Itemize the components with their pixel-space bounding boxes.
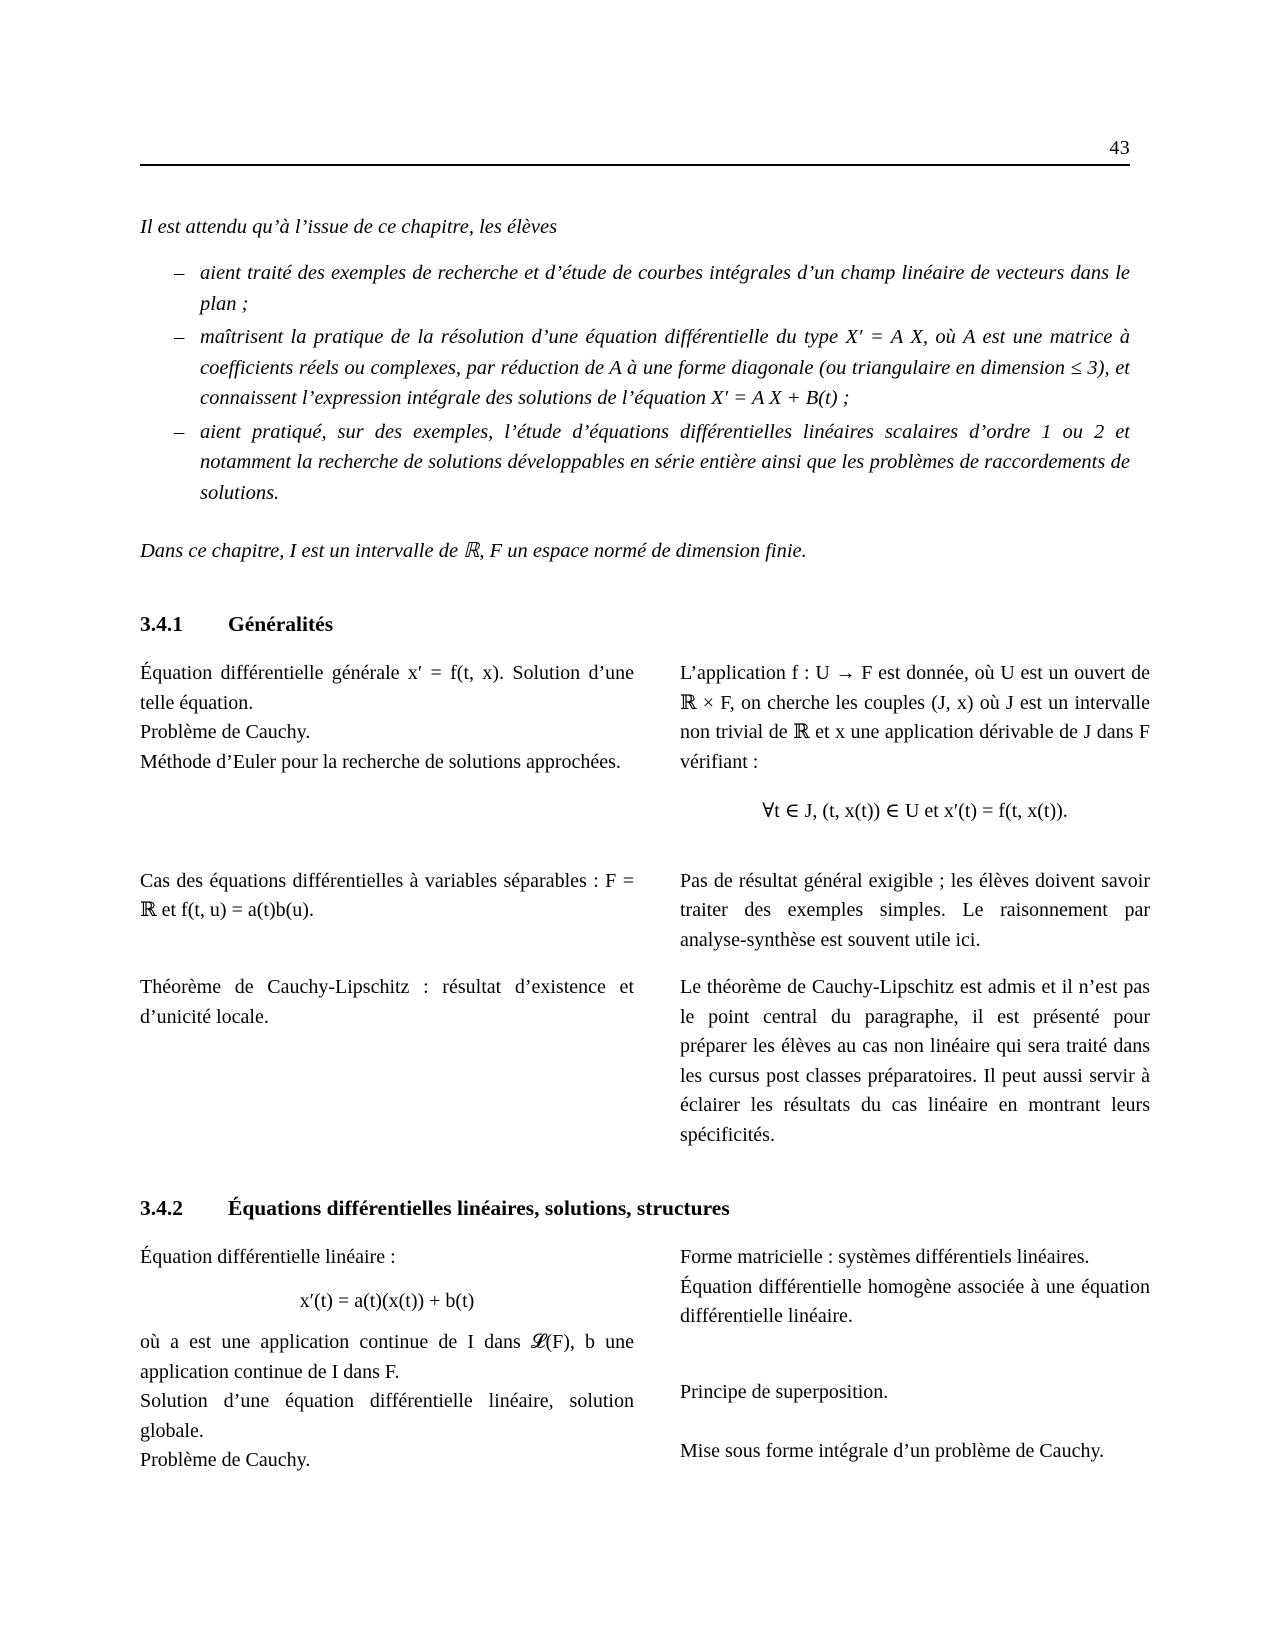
table-cell-comments [660,659,1150,833]
list-item: – aient traité des exemples de recherche et d’étude de courbes intégrales d’un champ linéaire de vecteurs dans le plan ; [174,258,1130,319]
section-heading-3-4-1 [140,612,1130,637]
section-title: Équations différentielles linéaires, solutions, structures [228,1196,730,1220]
cell-paragraph: Équation différentielle homogène associée à une équation différentielle linéaire. [680,1275,1150,1327]
table-row [140,867,1150,956]
row-spacer [140,833,1150,867]
section-number: 3.4.2 [140,1196,183,1220]
intro-lead: Il est attendu qu’à l’issue de ce chapitre, les élèves [140,216,558,238]
table-cell-comments [660,867,1150,956]
objectives-list [140,258,1130,508]
cell-paragraph: Méthode d’Euler pour la recherche de solutions approchées. [140,750,621,773]
spacer-cell-left [140,955,660,973]
list-item: – aient pratiqué, sur des exemples, l’étude d’équations différentielles linéaires scalaires d’ordre 1 ou 2 et notamment la recherche de solutions développables en série entière ainsi que les problèmes de raccordements de solutions. [174,417,1130,509]
spacer-cell-left [140,833,660,867]
cell-paragraph: Problème de Cauchy. [140,1449,311,1471]
display-equation: ∀t ∈ J, (t, x(t)) ∈ U et x′(t) = f(t, x(t)). [762,800,1068,822]
cell-paragraph: Forme matricielle : systèmes différentiels linéaires. [680,1246,1090,1268]
table-row [140,659,1150,833]
cell-paragraph: Cas des équations différentielles à variables séparables : F = ℝ et f(t, u) = a(t)b(u). [140,869,634,921]
table-cell-contents [140,1243,660,1476]
display-equation: x′(t) = a(t)(x(t)) + b(t) [299,1289,475,1312]
table-cell-comments [660,973,1150,1150]
row-spacer [140,955,1150,973]
spec-table-equations-lineaires [140,1243,1150,1476]
header-rule [140,164,1130,166]
table-row [140,1243,1150,1476]
comment-gap [680,1407,1150,1437]
cell-paragraph: Solution d’une équation différentielle linéaire, solution globale. [140,1390,634,1442]
cell-paragraph: Équation différentielle générale x′ = f(t, x). Solution d’une telle équation. [140,662,634,714]
cell-paragraph: Équation différentielle linéaire : [140,1246,396,1268]
page-header [140,136,1130,166]
table-cell-contents [140,867,660,956]
spacer-cell-right [660,833,1150,867]
section-title: Généralités [228,612,334,636]
table-cell-contents [140,973,660,1150]
spec-table-generalites [140,659,1150,1150]
cell-paragraph: Mise sous forme intégrale d’un problème de Cauchy. [680,1440,1105,1462]
cell-paragraph: L’application f : U → F est donnée, où U est un ouvert de ℝ × F, on cherche les couples (J, x) où J est un intervalle non trivial de ℝ et x une application dérivable de J dans F vérifiant : [680,662,1150,773]
list-item: – maîtrisent la pratique de la résolution d’une équation différentielle du type X′ = A X, où A est une matrice à coefficients réels ou complexes, par réduction de A à une forme diagonale (ou triangulaire en dimension ≤ 3), et connaissent l’expression intégrale des solutions de l’équation X′ = A X + B(t) ; [174,322,1130,414]
cell-paragraph: Pas de résultat général exigible ; les élèves doivent savoir traiter des exemples simples. Le raisonnement par analyse-synthèse est souvent utile ici. [680,869,1150,951]
section-number: 3.4.1 [140,612,183,636]
document-body [140,212,1150,1476]
table-row [140,973,1150,1150]
section-heading-3-4-2 [140,1196,1130,1221]
page-number: 43 [1109,137,1130,159]
cell-paragraph: Problème de Cauchy. [140,721,311,743]
intro-closing: Dans ce chapitre, I est un intervalle de ℝ, F un espace normé de dimension finie. [140,540,807,562]
comment-gap [680,1332,1150,1378]
table-cell-contents [140,659,660,833]
cell-paragraph: Théorème de Cauchy-Lipschitz : résultat d’existence et d’unicité locale. [140,976,634,1028]
cell-paragraph: Le théorème de Cauchy-Lipschitz est admis et il n’est pas le point central du paragraphe, il est présenté pour préparer les élèves au cas non linéaire qui sera traité dans les cursus post classes préparatoires. Il peut aussi servir à éclairer les résultats du cas linéaire en montrant leurs spécificités. [680,976,1150,1146]
table-cell-comments [660,1243,1150,1476]
cell-paragraph: Principe de superposition. [680,1380,889,1403]
cell-paragraph: où a est une application continue de I dans 𝓛(F), b une application continue de I dans F. [140,1331,634,1383]
spacer-cell-right [660,955,1150,973]
